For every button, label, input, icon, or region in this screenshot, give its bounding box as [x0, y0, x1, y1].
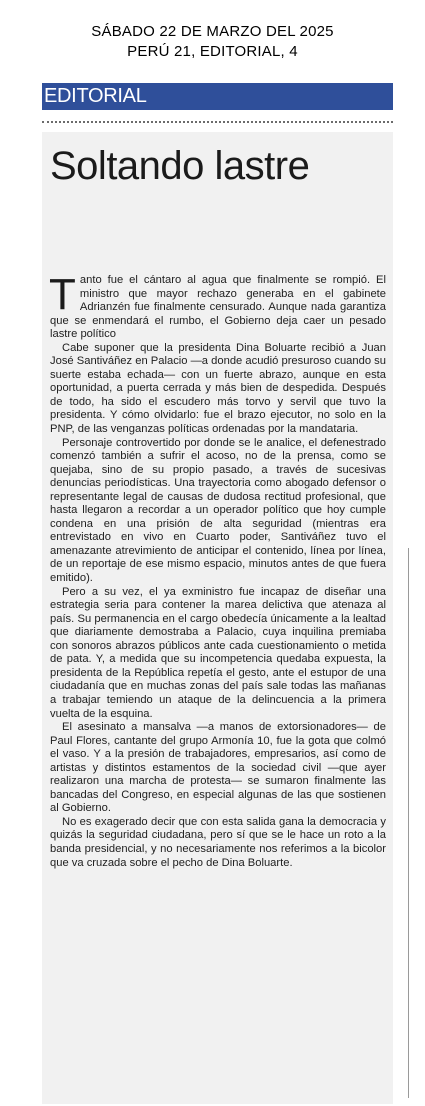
- headline: Soltando lastre: [50, 144, 310, 188]
- dotted-divider: [42, 121, 393, 123]
- publication-source: PERÚ 21, EDITORIAL, 4: [127, 43, 298, 60]
- section-label: EDITORIAL: [42, 83, 393, 110]
- article-panel: [42, 132, 393, 1104]
- publication-date: SÁBADO 22 DE MARZO DEL 2025: [91, 23, 334, 40]
- paragraph-3: Personaje controvertido por donde se le analice, el defenestrado comenzó también a sufrir el acoso, no de la prensa, como se quejaba, sino de su propio pasado, a través de sucesivas denuncias periodísticas. Una trayectoria como abogado defensor o representante legal de causas de dudosa rectitud profesional, que hasta llegaron a recordar a un operador político que hoy cumple condena en una prisión de alta seguridad (mientras era entrevistado en vivo en Cuarto poder, Santiváñez tuvo el amenazante atrevimiento de anticipar el contenido, línea por línea, de un reportaje de ese mismo espacio, minutos antes de que fuera emitido).: [50, 436, 386, 585]
- paragraph-1-text: anto fue el cántaro al agua que finalmente se rompió. El ministro que mayor rechazo generaba en el gabinete Adrianzén fue finalmente censurado. Aunque nada garantiza que se enmendará el rumbo, el Gobierno deja caer un pesado lastre político: [50, 274, 386, 341]
- article-body: [49, 270, 386, 870]
- dateline: [0, 22, 425, 62]
- paragraph-1: [49, 270, 386, 342]
- column-rule: [408, 548, 409, 1098]
- drop-cap: T: [49, 270, 76, 319]
- paragraph-6: No es exagerado decir que con esta salida gana la democracia y quizás la seguridad ciudadana, pero sí que se le hace un roto a la banda presidencial, y no necesariamente nos referimos a la bicolor que va cruzada sobre el pecho de Dina Boluarte.: [50, 815, 386, 869]
- paragraph-5: El asesinato a mansalva —a manos de extorsionadores— de Paul Flores, cantante del grupo Armonía 10, fue la gota que colmó el vaso. Y a la presión de trabajadores, empresarios, así como de artistas y distintos estamentos de la sociedad civil —que ayer realizaron una marcha de protesta— se sumaron finalmente las bancadas del Congreso, en especial algunas de las que sostienen al Gobierno.: [50, 721, 386, 815]
- paragraph-2: Cabe suponer que la presidenta Dina Boluarte recibió a Juan José Santiváñez en Palacio —a donde acudió presuroso cuando su suerte estaba echada— con un fuerte abrazo, aunque en esta oportunidad, a puerta cerrada y más bien de despedida. Después de todo, ha sido el escudero más torvo y servil que tuvo la presidenta. Y cómo olvidarlo: fue el brazo ejecutor, no solo en la PNP, de las venganzas políticas ordenadas por la mandataria.: [50, 341, 386, 436]
- paragraph-4: Pero a su vez, el ya exministro fue incapaz de diseñar una estrategia seria para contener la marea delictiva que atenaza al país. Su permanencia en el cargo obedecía únicamente a la lealtad que diariamente demostraba a Palacio, cuya inquilina premiaba con sonoros abrazos públicos ante cada cuestionamiento o metida de pata. Y, a medida que su incompetencia quedaba expuesta, la presidenta de la República repetía el gesto, ante el estupor de una ciudadanía que en muchas zonas del país sale todas las mañanas a trabajar temiendo un ataque de la delincuencia a la primera vuelta de la esquina.: [50, 585, 386, 720]
